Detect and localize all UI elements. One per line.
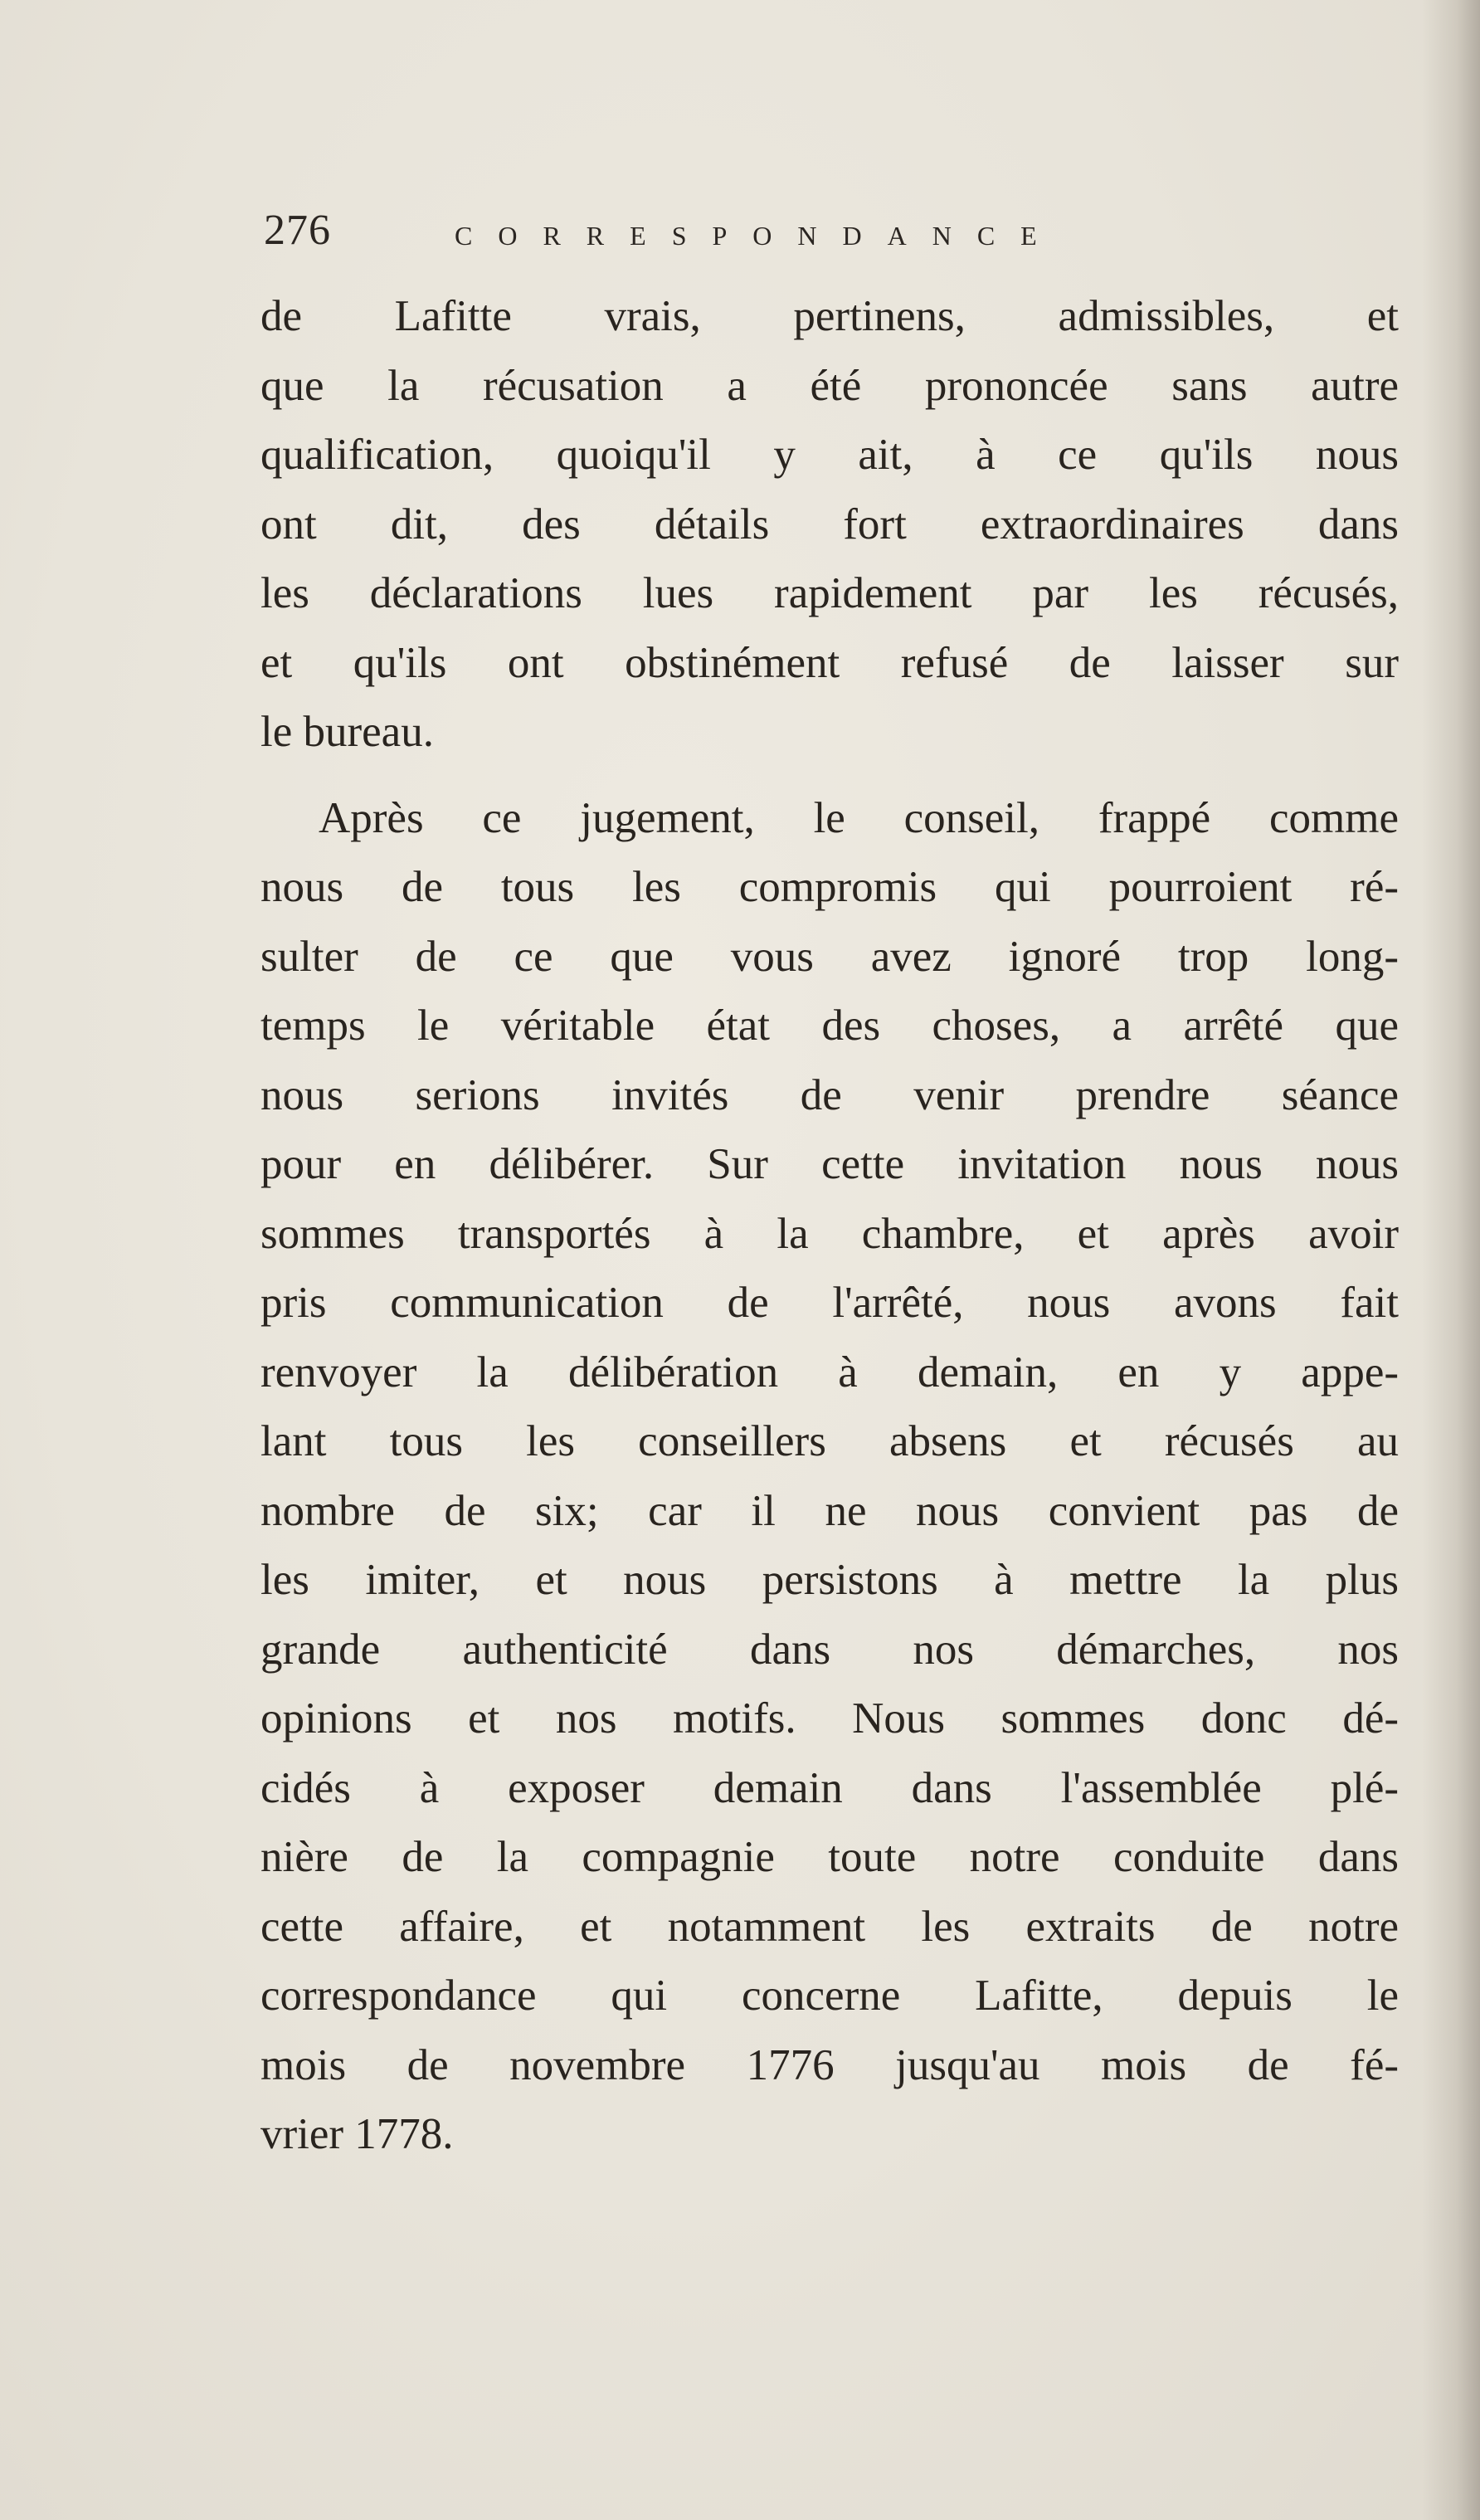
text-line: nière de la compagnie toute notre conduite dans — [260, 1833, 1399, 1881]
paragraph-2 — [260, 784, 1399, 2170]
text-line: les déclarations lues rapidement par les récusés, — [260, 569, 1399, 617]
running-head: CORRESPONDANCE — [455, 221, 1063, 251]
text-line: mois de novembre 1776 jusqu'au mois de fé- — [260, 2040, 1399, 2089]
text-line: renvoyer la délibération à demain, en y appe- — [260, 1348, 1399, 1396]
text-line: qualification, quoiqu'il y ait, à ce qu'ils nous — [260, 431, 1399, 479]
text-line: Après ce jugement, le conseil, frappé comme — [319, 793, 1399, 842]
text-line: et qu'ils ont obstinément refusé de laisser sur — [260, 638, 1399, 687]
text-line: les imiter, et nous persistons à mettre la plus — [260, 1556, 1399, 1604]
text-line: grande authenticité dans nos démarches, nos — [260, 1625, 1399, 1674]
text-line: ont dit, des détails fort extraordinaires dans — [260, 500, 1399, 548]
text-line: vrier 1778. — [260, 2110, 454, 2158]
text-line: correspondance qui concerne Lafitte, depuis le — [260, 1972, 1399, 2020]
text-line: sulter de ce que vous avez ignoré trop long- — [260, 932, 1399, 981]
page-gutter-shadow — [1422, 0, 1480, 2520]
text-line: nous serions invités de venir prendre séance — [260, 1070, 1399, 1119]
text-line: nous de tous les compromis qui pourroient ré- — [260, 863, 1399, 911]
text-line: que la récusation a été prononcée sans autre — [260, 361, 1399, 410]
text-line: opinions et nos motifs. Nous sommes donc dé- — [260, 1694, 1399, 1743]
page-header — [264, 197, 1409, 272]
text-line: pour en délibérer. Sur cette invitation nous nous — [260, 1140, 1399, 1188]
text-line: pris communication de l'arrêté, nous avons fait — [260, 1279, 1399, 1327]
text-line: de Lafitte vrais, pertinens, admissibles, et — [260, 292, 1399, 340]
text-line: le bureau. — [260, 708, 434, 756]
text-line: cidés à exposer demain dans l'assemblée plé- — [260, 1763, 1399, 1812]
text-line: temps le véritable état des choses, a arrêté que — [260, 1002, 1399, 1050]
body-text — [260, 282, 1399, 2170]
text-line: nombre de six; car il ne nous convient pas de — [260, 1486, 1399, 1535]
text-line: cette affaire, et notamment les extraits de notre — [260, 1902, 1399, 1951]
text-line: sommes transportés à la chambre, et après avoir — [260, 1209, 1399, 1258]
paragraph-1 — [260, 282, 1399, 768]
text-line: lant tous les conseillers absens et récusés au — [260, 1417, 1399, 1465]
page-number: 276 — [264, 207, 331, 254]
